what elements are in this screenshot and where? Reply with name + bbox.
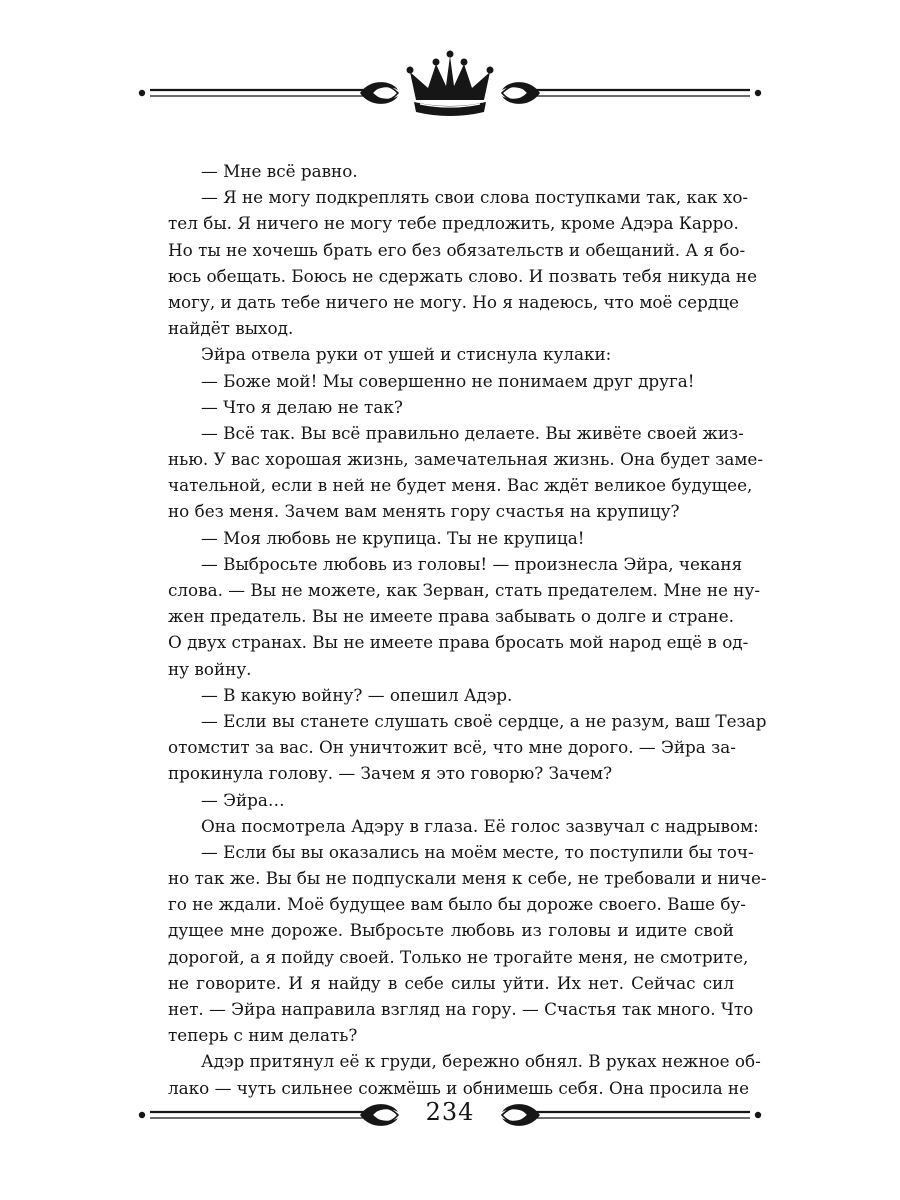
text-line: ну войну. — [168, 658, 252, 679]
text-line: теперь с ним делать? — [168, 1025, 358, 1046]
text-line: — В какую войну? — опешил Адэр. — [201, 684, 513, 705]
text-line: не говорите. И я найду в себе силы уйти. Их нет. Сейчас сил — [168, 972, 734, 993]
text-line: Она посмотрела Адэру в глаза. Её голос зазвучал с надрывом: — [201, 815, 759, 836]
text-line: — Эйра… — [201, 789, 285, 810]
text-line: отомстит за вас. Он уничтожит всё, что мне дорого. — Эйра за- — [168, 737, 736, 758]
text-line: О двух странах. Вы не имеете права бросать мой народ ещё в од- — [168, 632, 749, 653]
text-line: юсь обещать. Боюсь не сдержать слово. И позвать тебя никуда не — [168, 265, 758, 286]
text-line: могу, и дать тебе ничего не могу. Но я надеюсь, что моё сердце — [168, 291, 739, 312]
text-line: но без меня. Зачем вам менять гору счастья на крупицу? — [168, 501, 680, 522]
text-line: тел бы. Я ничего не могу тебе предложить, кроме Адэра Карро. — [168, 213, 739, 234]
text-line: жен предатель. Вы не имеете права забывать о долге и стране. — [168, 606, 734, 627]
text-line: но так же. Вы бы не подпускали меня к себе, не требовали и ниче- — [168, 868, 767, 889]
text-line: прокинула голову. — Зачем я это говорю? Зачем? — [168, 763, 613, 784]
text-line: — Всё так. Вы всё правильно делаете. Вы живёте своей жиз- — [201, 422, 744, 443]
text-line: лако — чуть сильнее сожмёшь и обнимешь себя. Она просила не — [168, 1077, 750, 1098]
text-line: — Моя любовь не крупица. Ты не крупица! — [201, 527, 585, 548]
text-line: слова. — Вы не можете, как Зерван, стать предателем. Мне не ну- — [168, 580, 761, 600]
text-line: найдёт выход. — [168, 318, 294, 339]
text-line: Но ты не хочешь брать его без обязательств и обещаний. А я бо- — [168, 239, 746, 260]
text-line: Адэр притянул её к груди, бережно обнял. В руках нежное об- — [201, 1051, 761, 1072]
text-line: — Я не могу подкреплять свои слова поступками так, как хо- — [201, 187, 749, 208]
text-line: — Мне всё равно. — [201, 161, 358, 181]
text-line: го не ждали. Моё будущее вам было бы дороже своего. Ваше бу- — [168, 894, 746, 915]
page-number: 234 — [425, 1098, 475, 1126]
text-line: — Выбросьте любовь из головы! — произнесла Эйра, чеканя — [201, 553, 743, 574]
text-line: Эйра отвела руки от ушей и стиснула кулаки: — [201, 344, 612, 365]
text-line: — Боже мой! Мы совершенно не понимаем друг друга! — [201, 370, 695, 391]
text-line: дорогой, а я пойду своей. Только не трогайте меня, не смотрите, — [168, 946, 749, 967]
text-line: — Что я делаю не так? — [201, 396, 403, 417]
crown-icon — [407, 51, 494, 117]
text-line: нет. — Эйра направила взгляд на гору. — Счастья так много. Что — [168, 999, 754, 1019]
text-line: — Если бы вы оказались на моём месте, то поступили бы точ- — [201, 841, 754, 862]
header-crown-ornament — [0, 50, 900, 130]
text-line: чательной, если в ней не будет меня. Вас ждёт великое будущее, — [168, 475, 753, 496]
body-text — [168, 158, 767, 1101]
text-line: — Если вы станете слушать своё сердце, а не разум, ваш Тезар — [201, 710, 767, 731]
text-line: нью. У вас хорошая жизнь, замечательная жизнь. Она будет заме- — [168, 449, 764, 470]
text-line: дущее мне дороже. Выбросьте любовь из головы и идите свой — [168, 920, 734, 941]
